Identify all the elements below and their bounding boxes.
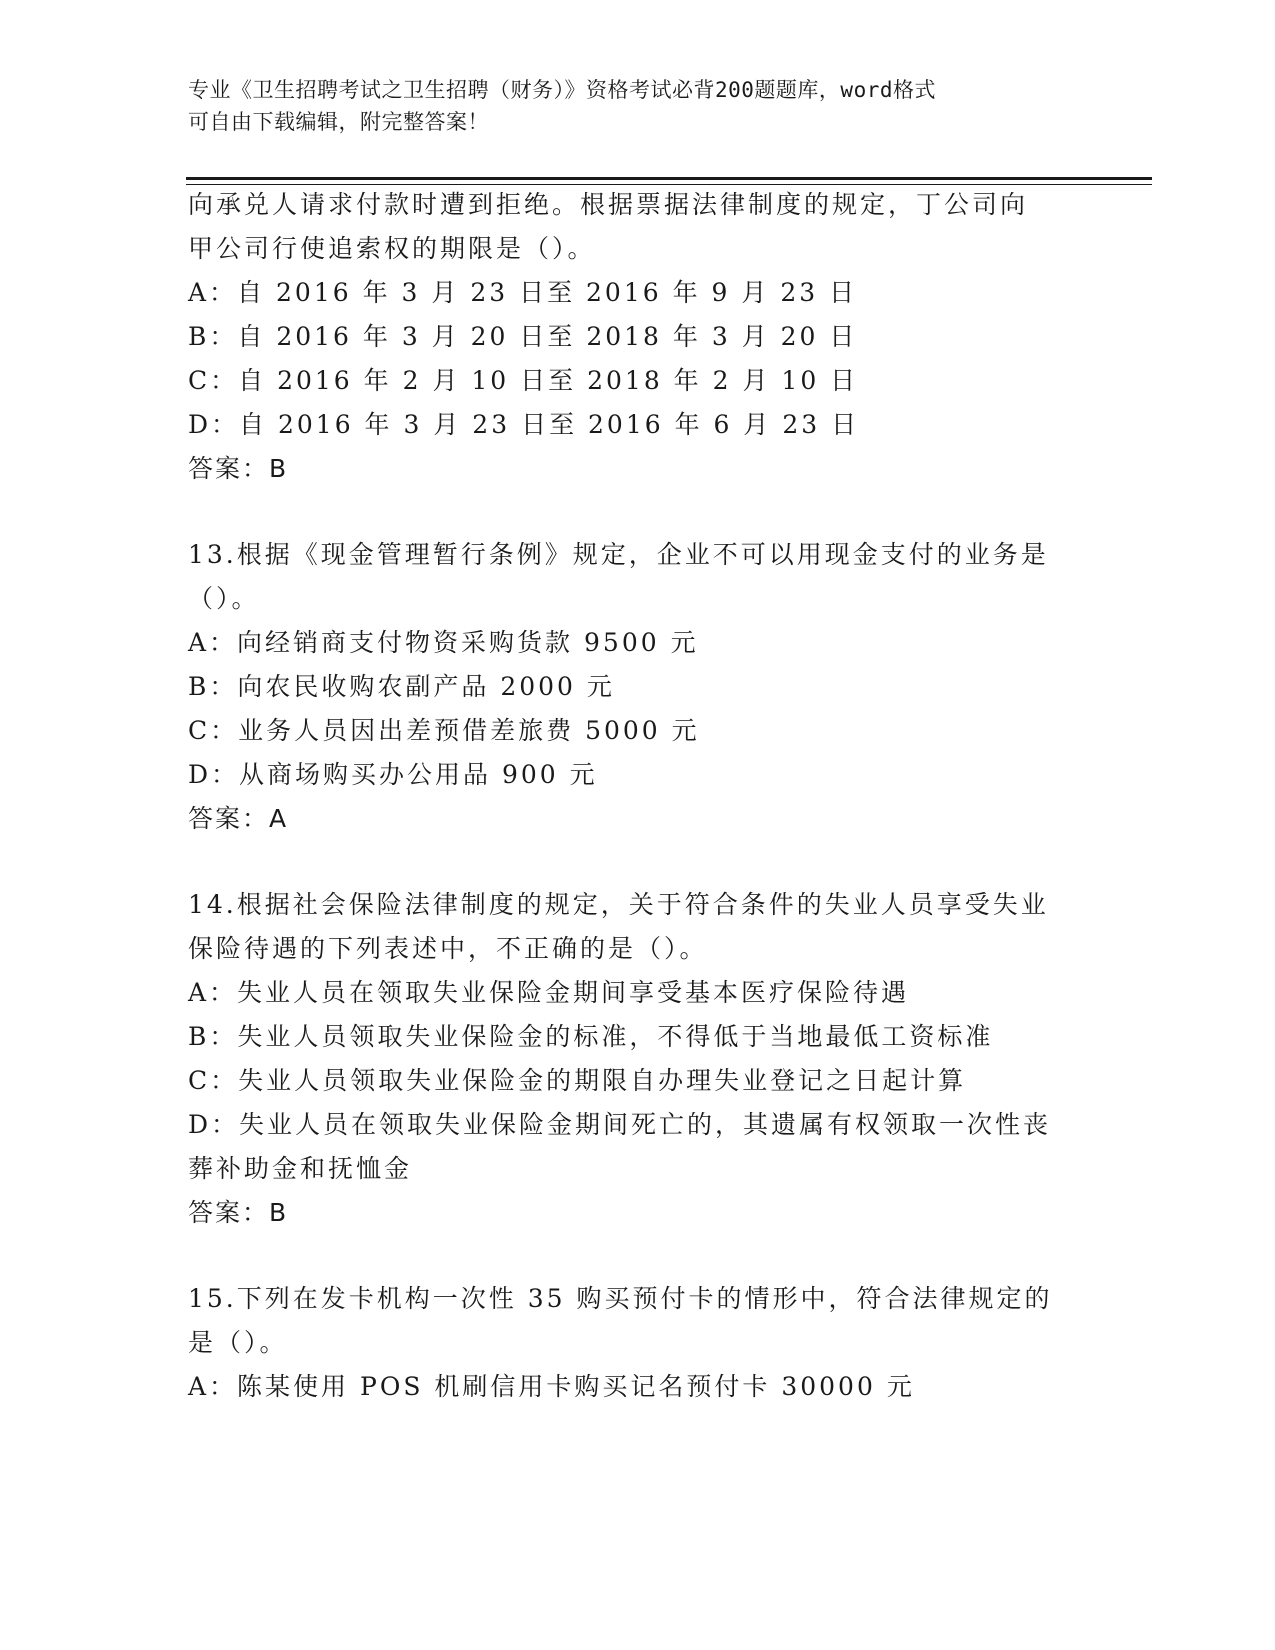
option-a: A：失业人员在领取失业保险金期间享受基本医疗保险待遇 [188,978,910,1007]
question-stem-line: 15.下列在发卡机构一次性 35 购买预付卡的情形中，符合法律规定的 [188,1284,1053,1313]
question-stem-line: 保险待遇的下列表述中，不正确的是（）。 [188,934,708,963]
question-stem-line: （）。 [188,584,260,613]
question-stem-line: 向承兑人请求付款时遭到拒绝。根据票据法律制度的规定，丁公司向 [188,190,1029,219]
header-title-line-2: 可自由下载编辑，附完整答案！ [188,110,489,134]
answer-label: 答案：B [188,1198,289,1227]
option-c: C：自 2016 年 2 月 10 日至 2018 年 2 月 10 日 [188,366,859,395]
question-stem-line: 是（）。 [188,1328,288,1357]
option-a: A：自 2016 年 3 月 23 日至 2016 年 9 月 23 日 [188,278,858,307]
option-b: B：向农民收购农副产品 2000 元 [188,672,615,701]
header-title-line-1: 专业《卫生招聘考试之卫生招聘（财务）》资格考试必背200题题库，word格式 [188,78,936,102]
option-a: A：陈某使用 POS 机刷信用卡购买记名预付卡 30000 元 [188,1372,915,1401]
option-d-continued: 葬补助金和抚恤金 [188,1154,413,1183]
option-b: B：自 2016 年 3 月 20 日至 2018 年 3 月 20 日 [188,322,858,351]
option-c: C：失业人员领取失业保险金的期限自办理失业登记之日起计算 [188,1066,967,1095]
option-d: D：自 2016 年 3 月 23 日至 2016 年 6 月 23 日 [188,410,860,439]
question-stem-line: 甲公司行使追索权的期限是（）。 [188,234,596,263]
answer-label: 答案：B [188,454,289,483]
question-stem-line: 14.根据社会保险法律制度的规定，关于符合条件的失业人员享受失业 [188,890,1049,919]
option-b: B：失业人员领取失业保险金的标准，不得低于当地最低工资标准 [188,1022,994,1051]
option-d: D：失业人员在领取失业保险金期间死亡的，其遗属有权领取一次性丧 [188,1110,1052,1139]
option-c: C：业务人员因出差预借差旅费 5000 元 [188,716,700,745]
document-header [188,74,1068,138]
option-d: D：从商场购买办公用品 900 元 [188,760,598,789]
option-a: A：向经销商支付物资采购货款 9500 元 [188,628,699,657]
question-stem-line: 13.根据《现金管理暂行条例》规定，企业不可以用现金支付的业务是 [188,540,1049,569]
header-divider-thick [186,177,1152,180]
answer-label: 答案：A [188,804,289,833]
